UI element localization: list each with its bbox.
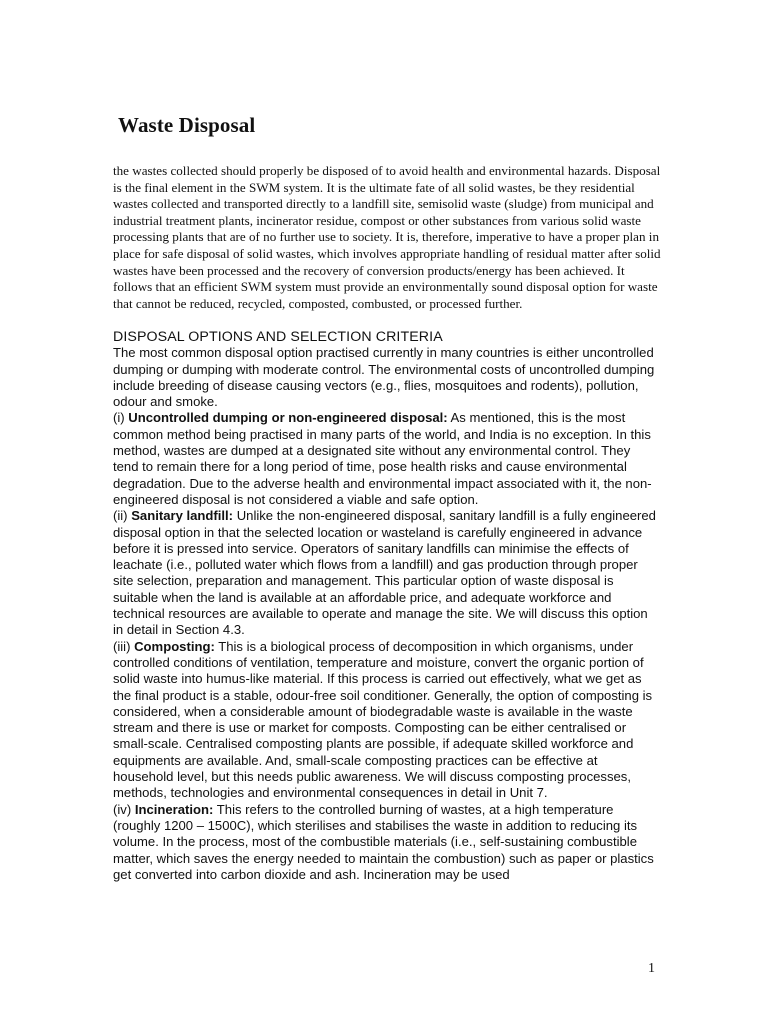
option-number: (i) [113,410,129,426]
disposal-options-section [113,329,658,883]
section-heading: DISPOSAL OPTIONS AND SELECTION CRITERIA [113,329,443,345]
option-uncontrolled-dumping [113,410,658,508]
option-description: Unlike the non-engineered disposal, sanitary landfill is a fully engineered disposal option in that the selected location or wasteland is carefully engineered in advance before it is pressed into service. Operators of sanitary landfills can minimise the effects of leachate (i.e., polluted water which flows from a landfill) and gas production through proper site selection, preparation and management. This particular option of waste disposal is suitable when the land is available at an affordable price, and adequate workforce and technical resources are available to operate and manage the site. We will discuss this option in detail in Section 4.3. [113,508,656,638]
option-incineration [113,802,658,883]
option-term: Uncontrolled dumping or non-engineered disposal: [128,410,448,426]
option-number: (ii) [113,508,132,524]
page-title: Waste Disposal [118,113,256,137]
option-term: Composting: [134,638,215,654]
option-description: This refers to the controlled burning of wastes, at a high temperature (roughly 1200 – 1500C), which sterilises and stabilises the waste in addition to reducing its volume. In the process, most of the combustible materials (i.e., self-sustaining combustible matter, which saves the energy needed to maintain the combustion) such as paper or plastics get converted into carbon dioxide and ash. Incineration may be used [113,801,654,882]
option-composting [113,639,658,802]
option-number: (iv) [113,801,135,817]
option-sanitary-landfill [113,508,658,638]
section-intro-paragraph: The most common disposal option practised currently in many countries is either uncontrolled dumping or dumping with moderate control. The environmental costs of uncontrolled dumping include breeding of disease causing vectors (e.g., flies, mosquitoes and rodents), pollution, odour and smoke. [113,345,655,410]
option-term: Sanitary landfill: [131,508,234,524]
page-number: 1 [648,961,655,976]
option-number: (iii) [113,638,135,654]
intro-paragraph: the wastes collected should properly be disposed of to avoid health and environmental hazards. Disposal is the final element in the SWM system. It is the ultimate fate of all solid wastes, be they residential wastes collected and transported directly to a landfill site, semisolid waste (sludge) from municipal and industrial treatment plants, incinerator residue, compost or other substances from various solid waste processing plants that are of no further use to society. It is, therefore, imperative to have a proper plan in place for safe disposal of solid wastes, which involves appropriate handling of residual matter after solid wastes have been processed and the recovery of conversion products/energy has been achieved. It follows that an efficient SWM system must provide an environmentally sound disposal option for waste that cannot be reduced, recycled, composted, combusted, or processed further. [113,163,661,311]
option-description: This is a biological process of decomposition in which organisms, under controlled conditions of ventilation, temperature and moisture, convert the organic portion of solid waste into humus-like material. If this process is carried out effectively, what we get as the final product is a stable, odour-free soil conditioner. Generally, the option of composting is considered, when a considerable amount of biodegradable waste is available in the waste stream and there is use or market for composts. Composting can be either centralised or small-scale. Centralised composting plants are possible, if adequate skilled workforce and equipments are available. And, small-scale composting practices can be effective at household level, but this needs public awareness. We will discuss composting processes, methods, technologies and environmental consequences in detail in Unit 7. [113,638,653,801]
option-term: Incineration: [134,801,214,817]
option-description: As mentioned, this is the most common method being practised in many parts of the world, and India is no exception. In this method, wastes are dumped at a designated site without any environmental control. They tend to remain there for a long period of time, pose health risks and cause environmental degradation. Due to the adverse health and environmental impact associated with it, the non-engineered disposal is not considered a viable and safe option. [113,410,652,507]
